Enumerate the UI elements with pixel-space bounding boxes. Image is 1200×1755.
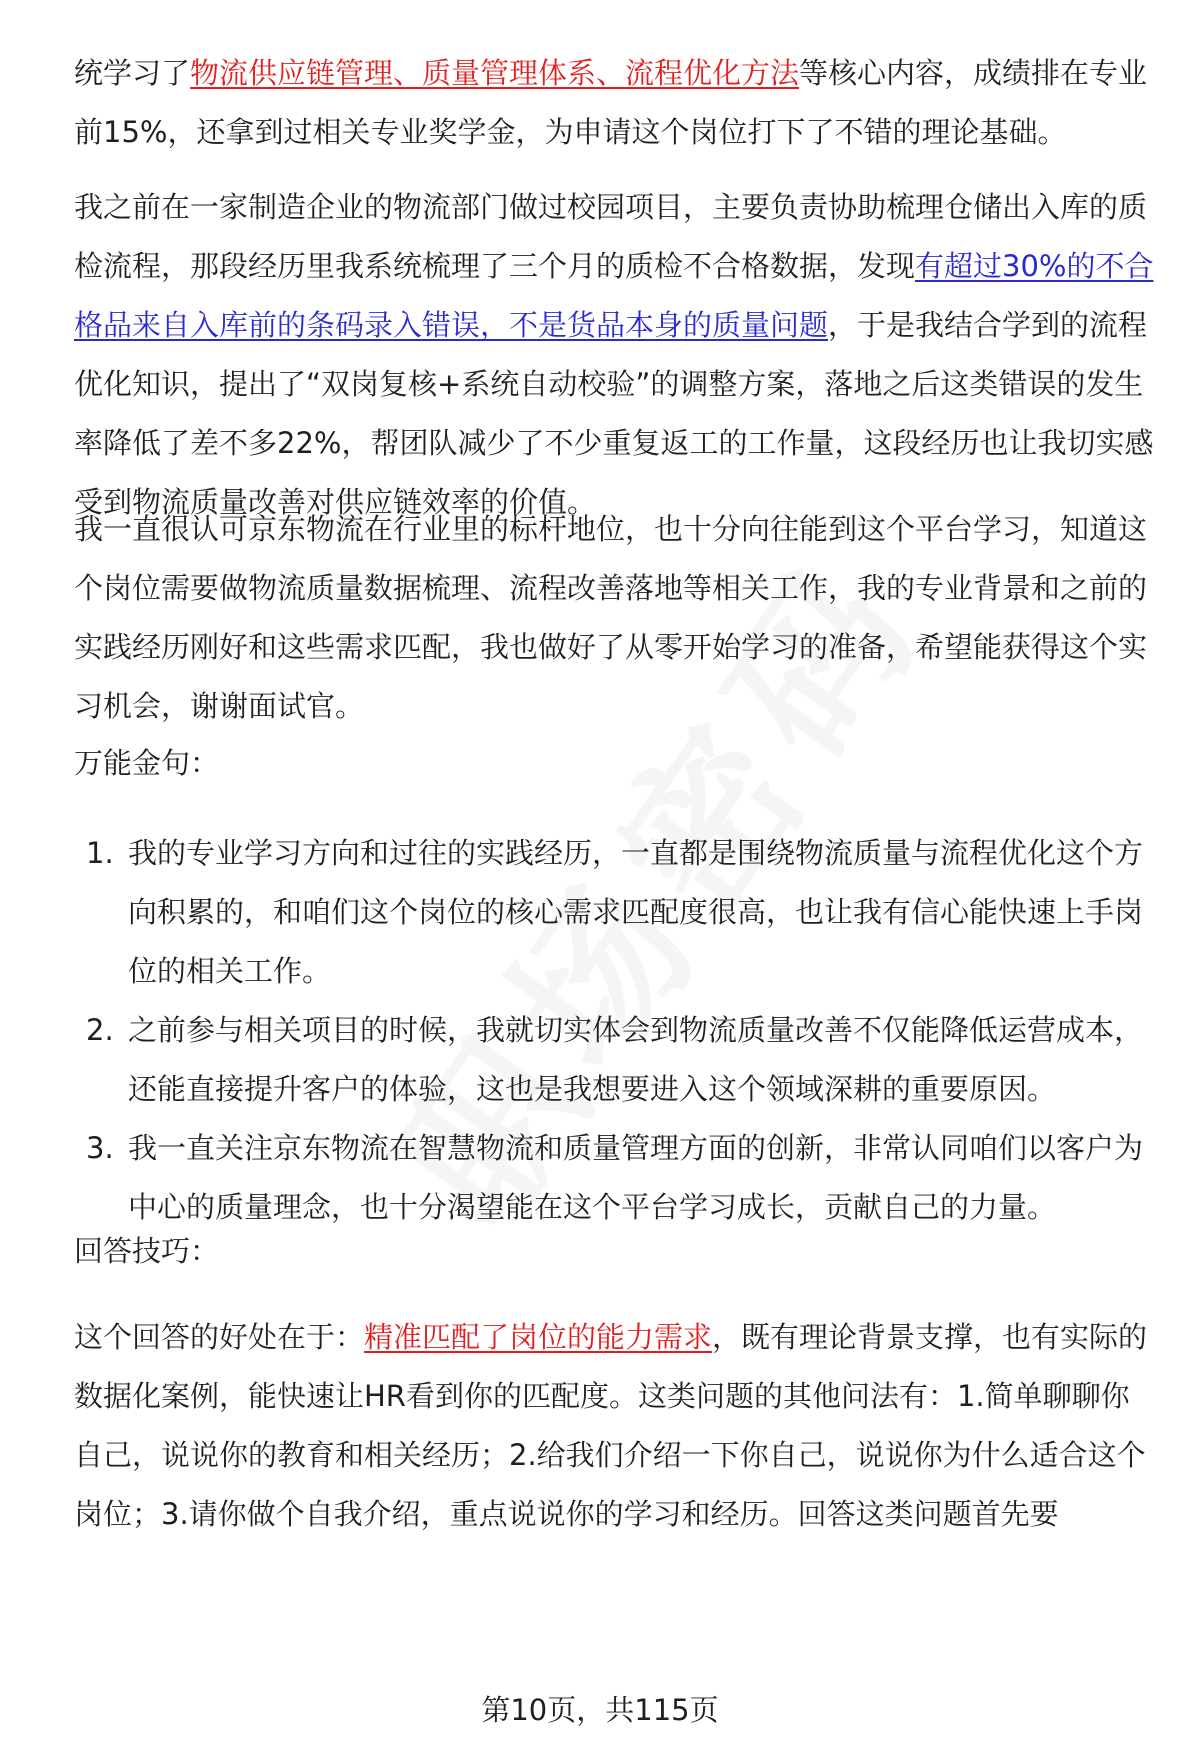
para4-before: 这个回答的好处在于： (74, 1320, 365, 1354)
list-item-text: 我的专业学习方向和过往的实践经历，一直都是围绕物流质量与流程优化这个方向积累的，和咱们这个岗位的核心需求匹配度很高，也让我有信心能快速上手岗位的相关工作。 (128, 836, 1144, 988)
golden-sentences-list (74, 824, 1154, 1237)
para1-before: 统学习了 (74, 56, 191, 90)
list-item-text: 我一直关注京东物流在智慧物流和质量管理方面的创新，非常认同咱们以客户为中心的质量理念，也十分渴望能在这个平台学习成长，贡献自己的力量。 (128, 1131, 1144, 1224)
list-item-number: 1. (86, 836, 114, 870)
list-item-text: 之前参与相关项目的时候，我就切实体会到物流质量改善不仅能降低运营成本，还能直接提升客户的体验，这也是我想要进入这个领域深耕的重要原因。 (128, 1013, 1144, 1106)
list-item-number: 3. (86, 1131, 114, 1165)
page-footer: 第10页，共115页 (481, 1693, 719, 1727)
paragraph-education (74, 44, 1154, 162)
para1-after: 等核心内容，成绩排在专业前15%，还拿到过相关专业奖学金，为申请这个岗位打下了不错的理论基础。 (74, 56, 1148, 149)
list-item (74, 824, 1154, 1001)
para4-after: ，既有理论背景支撑，也有实际的数据化案例，能快速让HR看到你的匹配度。这类问题的其他问法有：1.简单聊聊你自己，说说你的教育和相关经历；2.给我们介绍一下你自己，说说你为什么适合这个岗位；3.请你做个自我介绍，重点说说你的学习和经历。回答这类问题首先要 (74, 1320, 1148, 1531)
paragraph-experience (74, 178, 1154, 532)
para2-after: ，于是我结合学到的流程优化知识，提出了“双岗复核+系统自动校验”的调整方案，落地之后这类错误的发生率降低了差不多22%，帮团队减少了不少重复返工的工作量，这段经历也让我切实感受到物流质量改善对供应链效率的价值。 (74, 308, 1154, 519)
para1-highlight: 物流供应链管理、质量管理体系、流程优化方法 (190, 56, 800, 90)
list-item (74, 1119, 1154, 1237)
list-item-number: 2. (86, 1013, 114, 1047)
answer-tips-heading: 回答技巧： (74, 1234, 220, 1268)
para2-before: 我之前在一家制造企业的物流部门做过校园项目，主要负责协助梳理仓储出入库的质检流程，那段经历里我系统梳理了三个月的质检不合格数据，发现 (74, 190, 1148, 283)
golden-sentences-heading: 万能金句： (74, 746, 220, 780)
para2-highlight: 有超过30%的不合格品来自入库前的条码录入错误，不是货品本身的质量问题 (74, 249, 1154, 342)
paragraph-motivation: 我一直很认可京东物流在行业里的标杆地位，也十分向往能到这个平台学习，知道这个岗位需要做物流质量数据梳理、流程改善落地等相关工作，我的专业背景和之前的实践经历刚好和这些需求匹配，我也做好了从零开始学习的准备，希望能获得这个实习机会，谢谢面试官。 (74, 512, 1148, 723)
para4-highlight: 精准匹配了岗位的能力需求 (364, 1320, 713, 1354)
list-item (74, 1001, 1154, 1119)
paragraph-tips (74, 1308, 1154, 1544)
